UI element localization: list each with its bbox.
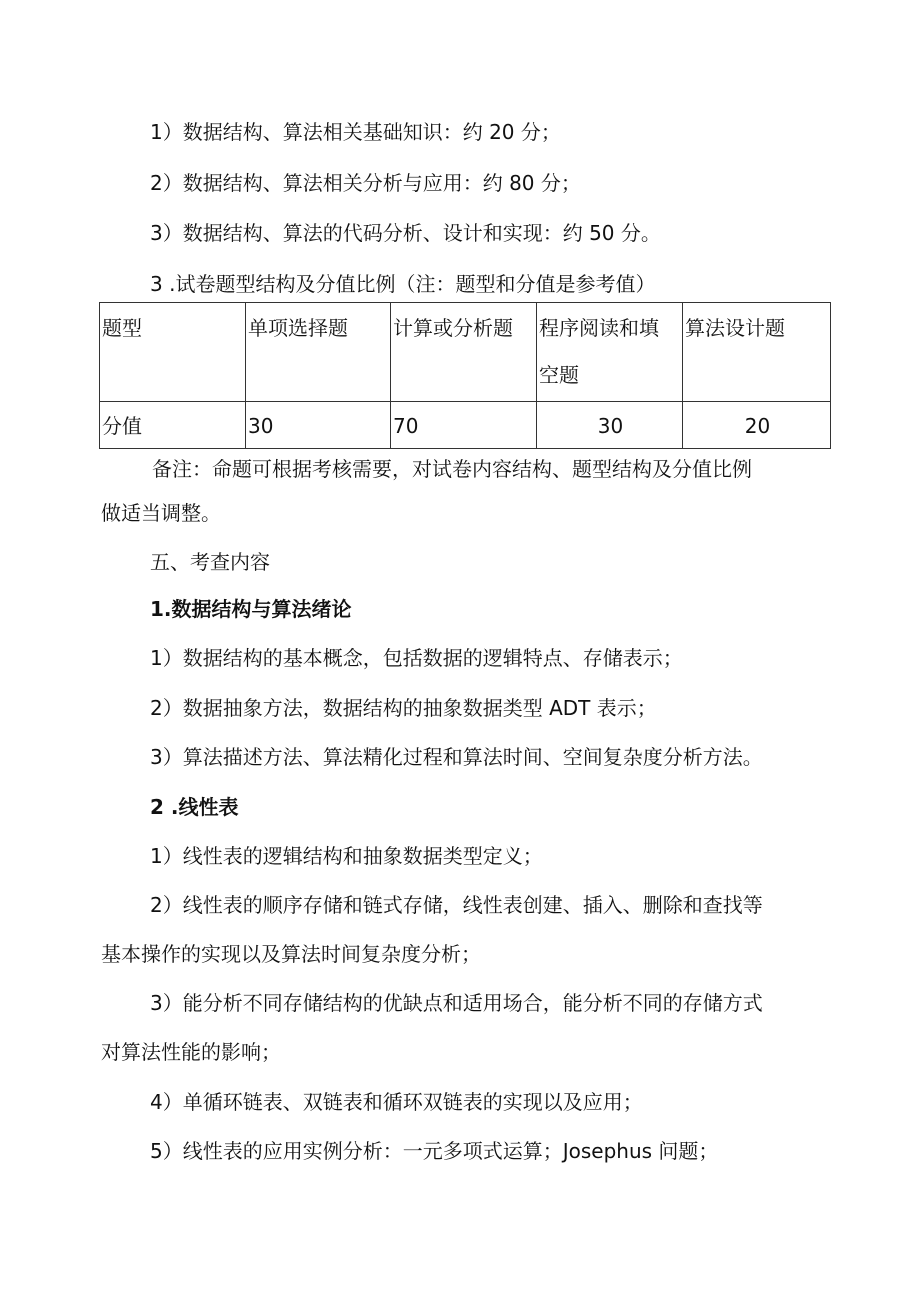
- cell-text: 计算或分析题: [393, 316, 513, 340]
- table-cell: [683, 303, 831, 402]
- topic2-item-5: 5）线性表的应用实例分析：一元多项式运算；Josephus 问题；: [150, 1139, 719, 1163]
- topic1-item-1: 1）数据结构的基本概念，包括数据的逻辑特点、存储表示；: [150, 646, 683, 670]
- cell-text: 算法设计题: [685, 316, 785, 340]
- cell-text: 程序阅读和填空题: [539, 316, 659, 387]
- topic2-item-1: 1）线性表的逻辑结构和抽象数据类型定义；: [150, 844, 543, 868]
- table-cell: [100, 303, 246, 402]
- topic2-item-3-cont: 对算法性能的影响；: [101, 1040, 281, 1064]
- cell-text: 单项选择题: [248, 316, 348, 340]
- table-cell: 70: [391, 402, 537, 449]
- topic1-item-2: 2）数据抽象方法，数据结构的抽象数据类型 ADT 表示；: [150, 696, 657, 720]
- topic2-item-2-cont: 基本操作的实现以及算法时间复杂度分析；: [101, 942, 481, 966]
- topic2-item-4: 4）单循环链表、双链表和循环双链表的实现以及应用；: [150, 1090, 643, 1114]
- score-table: [99, 302, 831, 449]
- table-cell: 分值: [100, 402, 246, 449]
- table-cell: 30: [246, 402, 391, 449]
- section-title: 五、考查内容: [150, 550, 270, 574]
- table-header-row: [100, 303, 831, 402]
- table-heading: 3 .试卷题型结构及分值比例（注：题型和分值是参考值）: [150, 272, 656, 296]
- table-cell: 30: [537, 402, 683, 449]
- cell-text: 题型: [102, 316, 142, 340]
- note-line-1: 备注：命题可根据考核需要，对试卷内容结构、题型结构及分值比例: [152, 457, 752, 481]
- topic2-item-2: 2）线性表的顺序存储和链式存储，线性表创建、插入、删除和查找等: [150, 893, 763, 917]
- content-item-1: 1）数据结构、算法相关基础知识：约 20 分；: [150, 120, 561, 144]
- topic2-title: 2 .线性表: [150, 795, 239, 819]
- topic1-item-3: 3）算法描述方法、算法精化过程和算法时间、空间复杂度分析方法。: [150, 745, 763, 769]
- table-cell: [537, 303, 683, 402]
- table-value-row: [100, 402, 831, 449]
- table-cell: [391, 303, 537, 402]
- table-cell: [246, 303, 391, 402]
- topic2-item-3: 3）能分析不同存储结构的优缺点和适用场合，能分析不同的存储方式: [150, 991, 763, 1015]
- content-item-3: 3）数据结构、算法的代码分析、设计和实现：约 50 分。: [150, 221, 661, 245]
- topic1-title: 1.数据结构与算法绪论: [150, 597, 352, 621]
- note-line-2: 做适当调整。: [101, 501, 221, 525]
- table-cell: 20: [683, 402, 831, 449]
- content-item-2: 2）数据结构、算法相关分析与应用：约 80 分；: [150, 171, 581, 195]
